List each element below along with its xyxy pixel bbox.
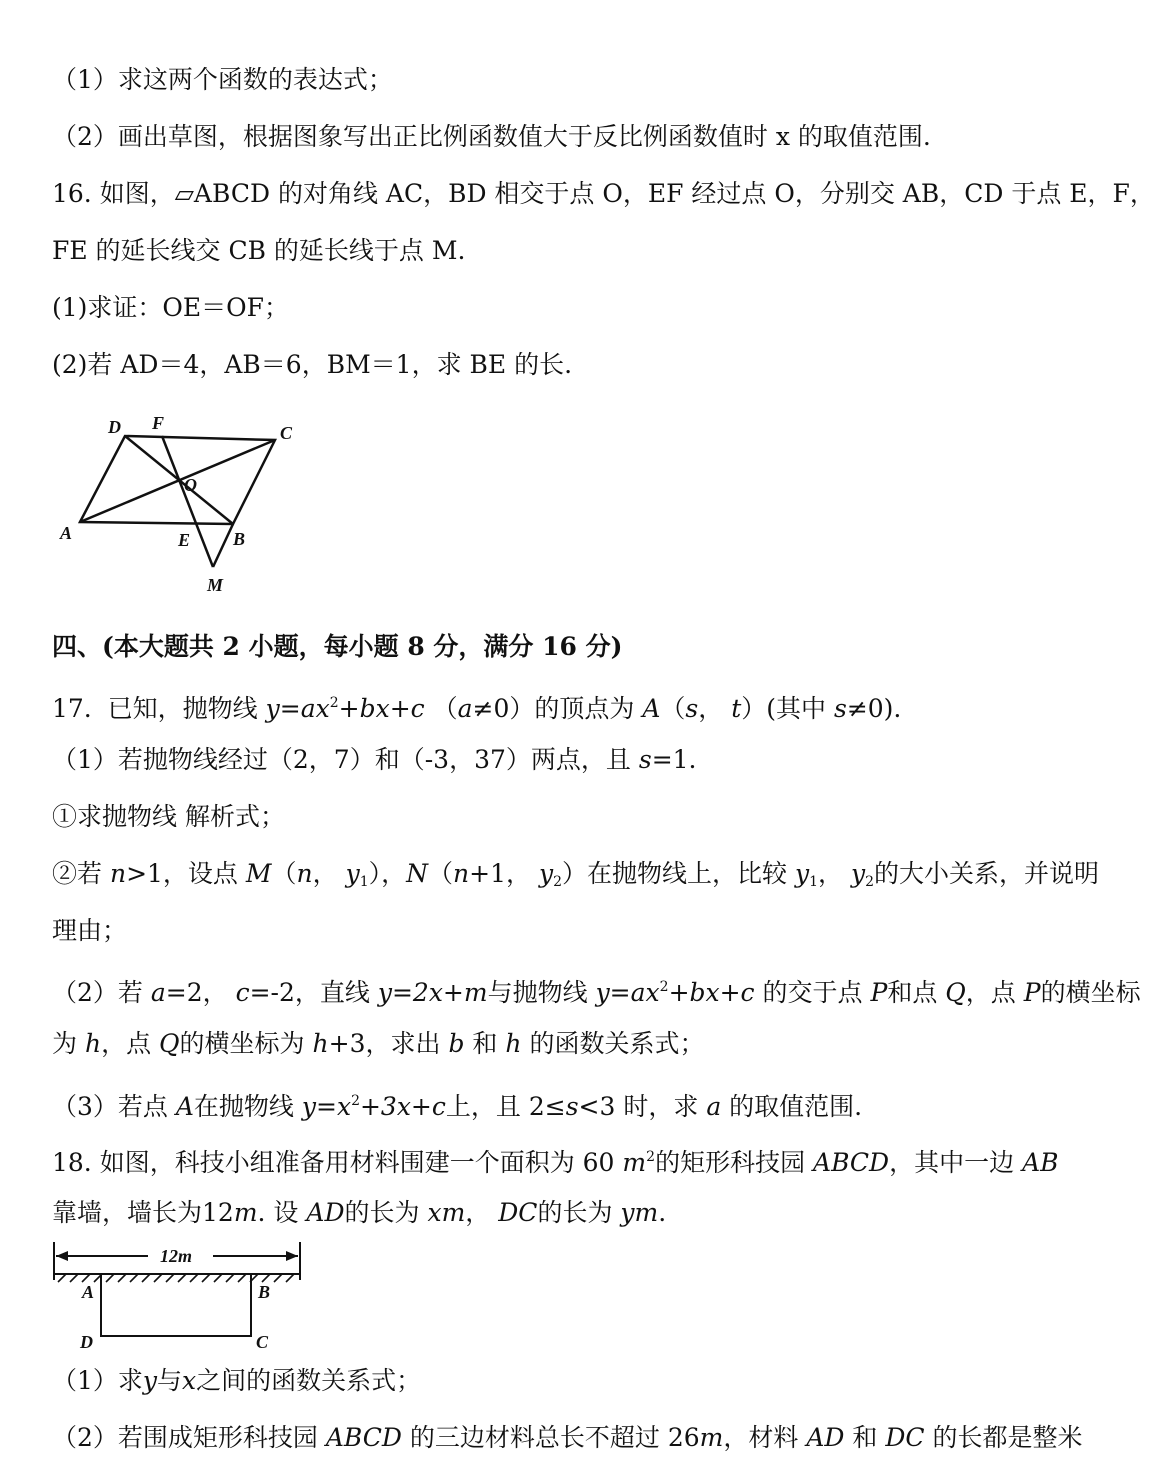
q16-part2: (2)若 AD＝4，AB＝6，BM＝1，求 BE 的长. xyxy=(52,350,573,379)
label-e: E xyxy=(178,530,191,550)
q18-stem-line1: 18. 如图，科技小组准备用材料围建一个面积为 60 $m^2$的矩形科技园 ABCD，其中一边 AB xyxy=(52,1148,1059,1177)
q17-part2-line2: 为 h，点 Q的横坐标为 h+3，求出 b 和 h 的函数关系式； xyxy=(52,1029,705,1058)
diagonal-ac xyxy=(80,440,275,522)
section-4-heading: 四、(本大题共 2 小题，每小题 8 分，满分 16 分) xyxy=(52,632,623,661)
q18-rectangle-figure xyxy=(48,1238,318,1358)
label-a: A xyxy=(82,1282,95,1302)
label-a: A xyxy=(60,523,73,543)
label-b: B xyxy=(233,529,246,549)
label-d: D xyxy=(108,417,121,437)
q17-part3: （3）若点 A在抛物线 $y=x^2+3x+c$上，且 2≤s<3 时，求 a 的取值范围. xyxy=(52,1092,863,1121)
q17-stem: 17. 已知，抛物线 $y=ax^2+bx+c$ （a≠0）的顶点为 A（s， t）(其中 s≠0). xyxy=(52,694,902,723)
segment-bm xyxy=(213,524,233,567)
q18-part2: （2）若围成矩形科技园 ABCD 的三边材料总长不超过 26m，材料 AD 和 DC 的长都是整米 xyxy=(52,1423,1083,1452)
q17-part2-line1: （2）若 a=2， c=-2，直线 y=2x+m与抛物线 $y=ax^2+bx+c$ 的交于点 P和点 Q，点 P的横坐标 xyxy=(52,978,1141,1007)
label-o: O xyxy=(184,475,197,495)
q16-part1: (1)求证：OE＝OF； xyxy=(52,293,289,322)
q18-part1: （1）求y与x之间的函数关系式； xyxy=(52,1366,422,1395)
label-d: D xyxy=(80,1332,93,1352)
q17-part1-sub2: ②若 n>1，设点 M（n， $y_1$），N（n+1， $y_2$）在抛物线上，比较 $y_1$， $y_2$的大小关系，并说明 xyxy=(52,859,1100,890)
q15-part1: （1）求这两个函数的表达式； xyxy=(52,65,393,94)
wall-length-label: 12m xyxy=(160,1246,193,1266)
label-c: C xyxy=(280,423,293,443)
label-m: M xyxy=(207,575,224,595)
arrowhead-right xyxy=(286,1251,298,1261)
q16-stem-line1: 16. 如图，▱ABCD 的对角线 AC，BD 相交于点 O，EF 经过点 O，分别交 AB，CD 于点 E，F， xyxy=(52,179,1155,208)
q17-part1: （1）若抛物线经过（2，7）和（-3，37）两点，且 s=1. xyxy=(52,745,697,774)
wall-hatching xyxy=(58,1274,294,1282)
rectangle-abcd xyxy=(101,1274,251,1336)
label-f: F xyxy=(152,413,165,433)
label-b: B xyxy=(258,1282,271,1302)
q17-part1-sub1: ①求抛物线 解析式； xyxy=(52,802,285,831)
label-c: C xyxy=(256,1332,269,1352)
arrowhead-left xyxy=(56,1251,68,1261)
q18-stem-line2: 靠墙，墙长为12m. 设 AD的长为 xm， DC的长为 ym. xyxy=(52,1198,667,1227)
q15-part2: （2）画出草图，根据图象写出正比例函数值大于反比例函数值时 x 的取值范围. xyxy=(52,122,931,151)
q17-part1-sub2-cont: 理由； xyxy=(52,916,128,945)
q16-parallelogram-figure xyxy=(50,405,320,600)
q16-stem-line2: FE 的延长线交 CB 的延长线于点 M. xyxy=(52,236,466,265)
